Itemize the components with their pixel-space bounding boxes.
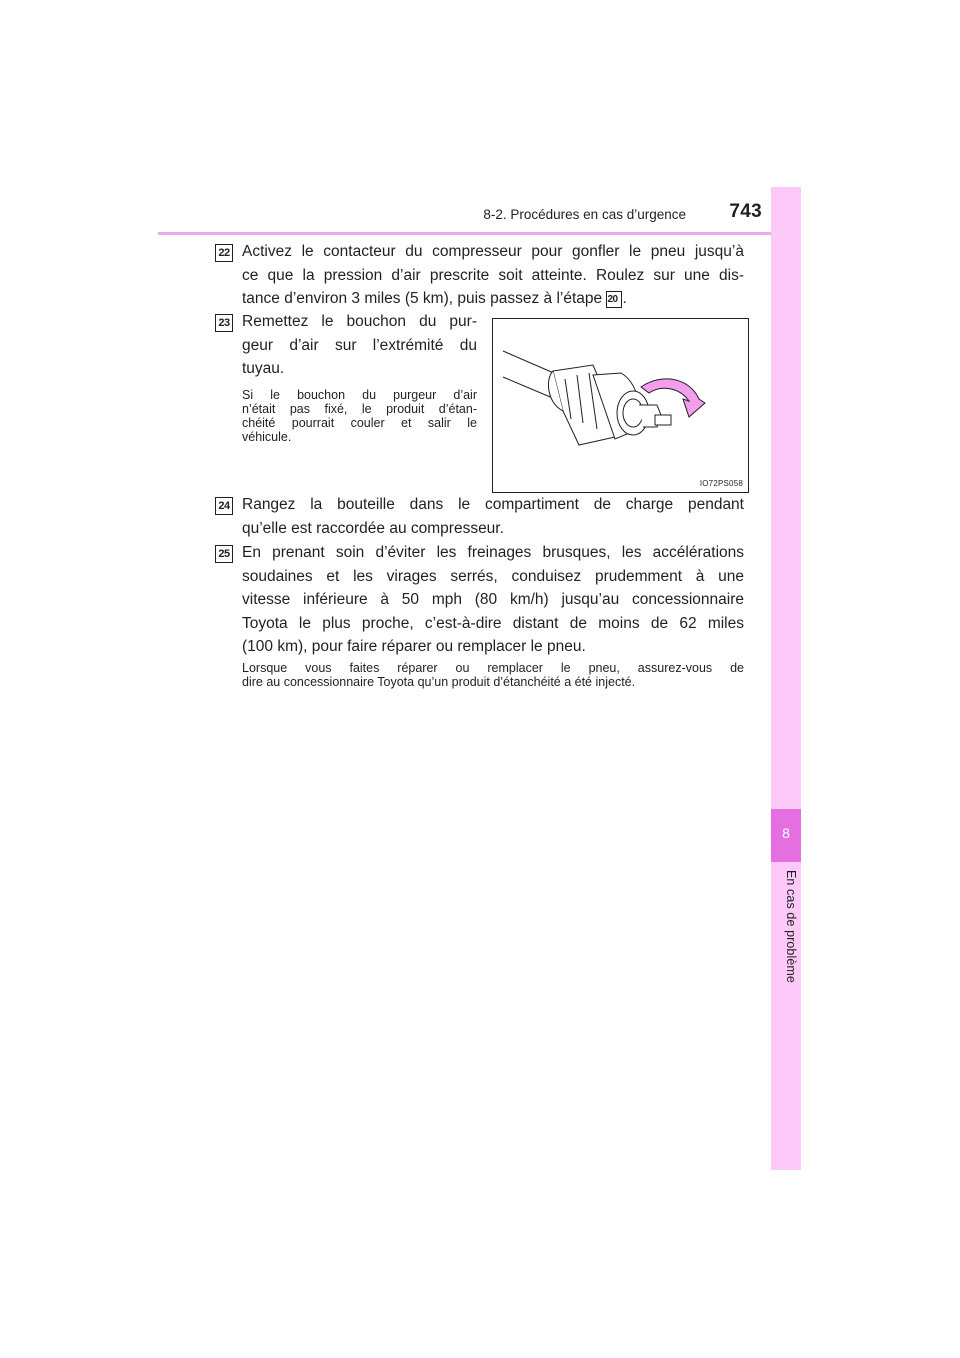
step-25-line-3: vitesse inférieure à 50 mph (80 km/h) jusqu’au concessionnaire bbox=[242, 591, 744, 608]
chapter-number: 8 bbox=[782, 825, 790, 841]
step-badge: 25 bbox=[215, 545, 233, 563]
section-title: 8-2. Procédures en cas d’urgence bbox=[483, 207, 686, 222]
step-25-note bbox=[242, 661, 744, 689]
step-reference-badge: 20 bbox=[606, 291, 622, 308]
step-25-line-5: (100 km), pour faire réparer ou remplacer le pneu. bbox=[242, 638, 586, 655]
step-25-note-line-2: dire au concessionnaire Toyota qu’un produit d’étanchéité a été injecté. bbox=[242, 675, 636, 689]
step-23-note-line-2: n’était pas fixé, le produit d’étan- bbox=[242, 402, 477, 416]
step-23-note-line-4: véhicule. bbox=[242, 430, 292, 444]
air-bleeder-cap-illustration bbox=[492, 318, 749, 493]
page-number: 743 bbox=[729, 201, 762, 222]
chapter-title-wrap bbox=[774, 870, 798, 1000]
step-22-line-2: ce que la pression d’air prescrite soit atteinte. Roulez sur une dis- bbox=[242, 266, 744, 284]
step-23-line-1: Remettez le bouchon du pur- bbox=[242, 313, 477, 330]
step-23-note bbox=[242, 388, 477, 444]
step-24-line-2: qu’elle est raccordée au compresseur. bbox=[242, 519, 504, 537]
step-22-text bbox=[242, 240, 744, 311]
step-22-line-3-text: tance d’environ 3 miles (5 km), puis passez à l’étape bbox=[242, 290, 603, 307]
chapter-side-tab bbox=[771, 187, 801, 1170]
step-25-text bbox=[242, 541, 744, 659]
hose-cap-drawing bbox=[493, 319, 748, 492]
step-23-note-line-3: chéité pourrait couler et salir le bbox=[242, 416, 477, 430]
step-23-line-3: tuyau. bbox=[242, 360, 285, 377]
step-23-line-2: geur d’air sur l’extrémité du bbox=[242, 336, 477, 354]
step-22-line-1: Activez le contacteur du compresseur pour gonfler le pneu jusqu’à bbox=[242, 243, 744, 260]
step-24-text bbox=[242, 493, 744, 540]
chapter-title: En cas de problème bbox=[784, 870, 798, 983]
step-25-line-2: soudaines et les virages serrés, conduisez prudemment à une bbox=[242, 567, 744, 585]
step-25-line-4: Toyota le plus proche, c’est-à-dire distant de moins de 62 miles bbox=[242, 614, 744, 632]
step-23-text bbox=[242, 310, 477, 381]
step-badge: 23 bbox=[215, 314, 233, 332]
step-badge: 24 bbox=[215, 497, 233, 515]
step-25-note-line-1: Lorsque vous faites réparer ou remplacer le pneu, assurez-vous de bbox=[242, 661, 744, 675]
step-24-line-1: Rangez la bouteille dans le compartiment de charge pendant bbox=[242, 496, 744, 513]
step-23-note-line-1: Si le bouchon du purgeur d’air bbox=[242, 388, 477, 402]
step-22-line-3-end: . bbox=[622, 290, 627, 307]
figure-code: IO72PS058 bbox=[699, 479, 743, 488]
header-rule bbox=[158, 232, 801, 235]
step-badge: 22 bbox=[215, 244, 233, 262]
step-22-line-3 bbox=[242, 287, 744, 311]
step-25-line-1: En prenant soin d’éviter les freinages brusques, les accélérations bbox=[242, 544, 744, 561]
